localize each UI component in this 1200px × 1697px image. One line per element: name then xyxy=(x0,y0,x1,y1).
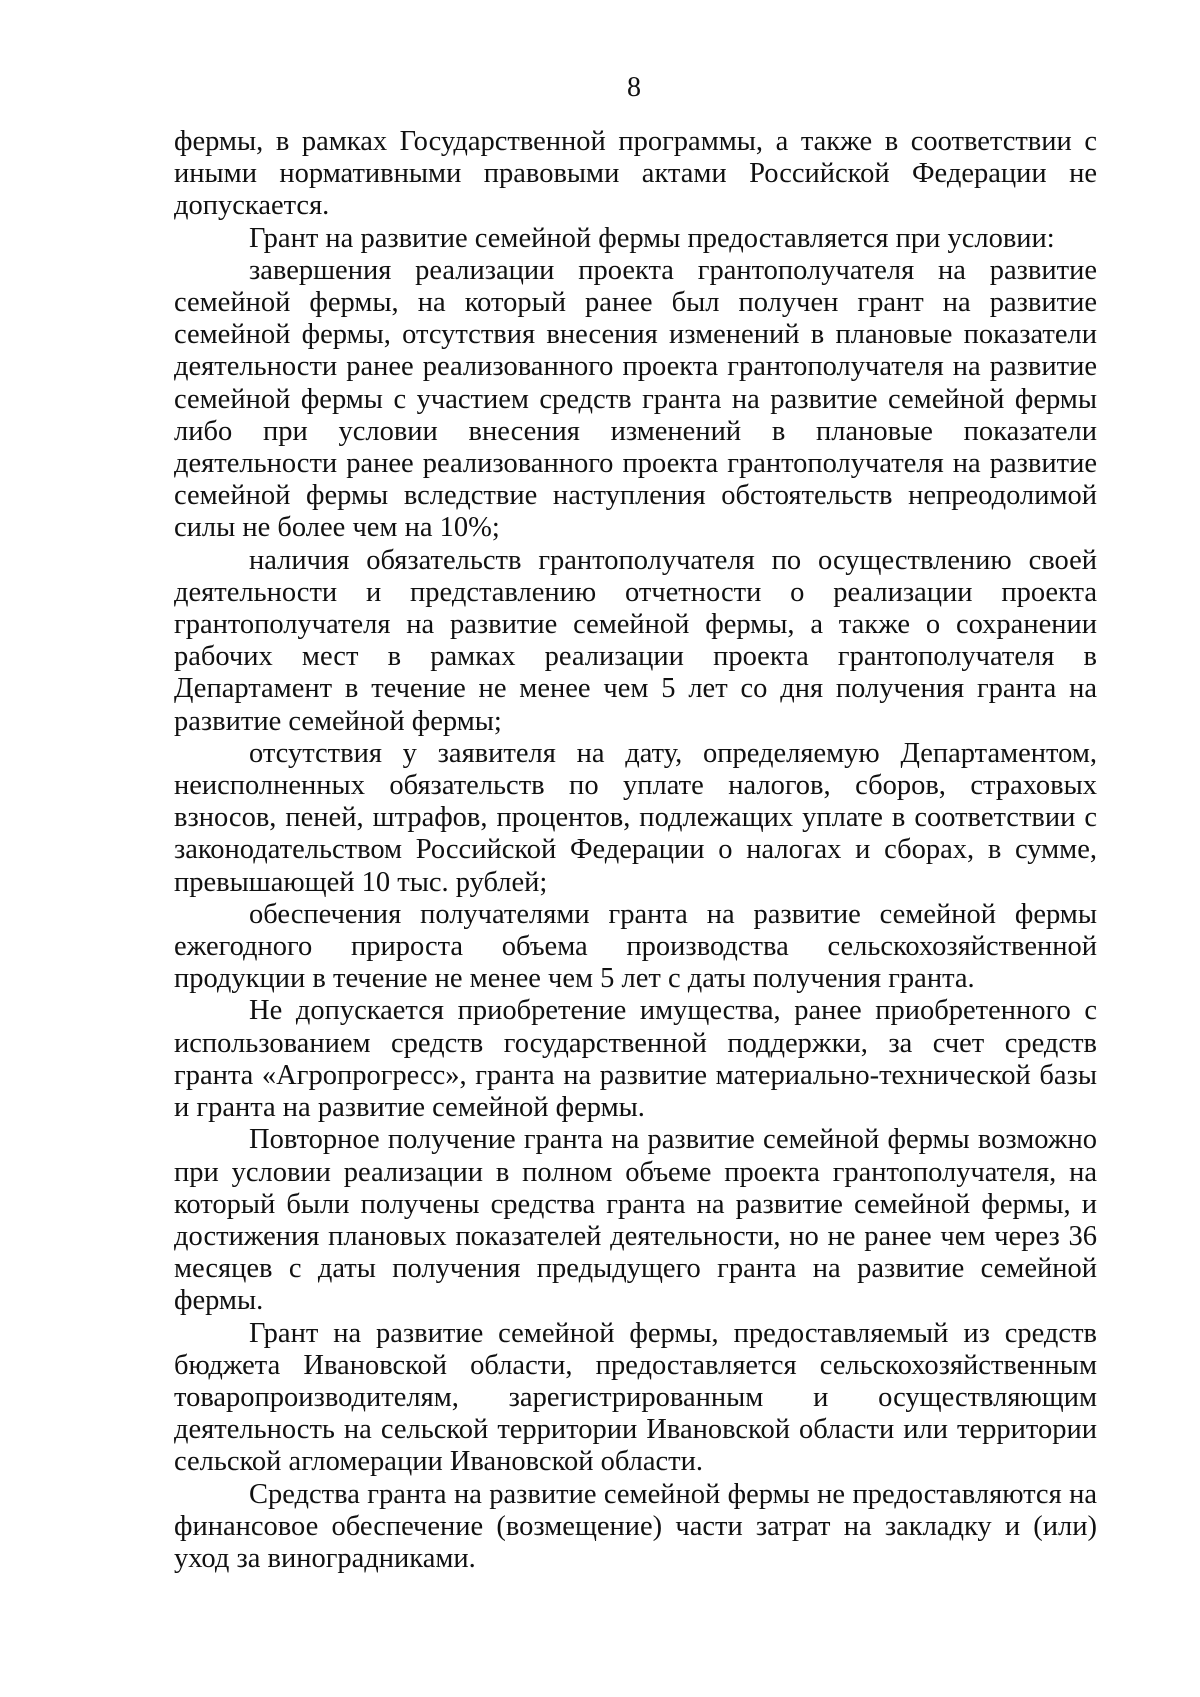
document-body xyxy=(174,126,1097,1575)
paragraph-vineyard-exclusion: Средства гранта на развитие семейной фермы не предоставляются на финансовое обеспечение (возмещение) части затрат на закладку и (или) уход за виноградниками. xyxy=(174,1478,1097,1574)
paragraph-condition-project-completion: завершения реализации проекта грантополучателя на развитие семейной фермы, на который ранее был получен грант на развитие семейной фермы, отсутствия внесения изменений в плановые показатели деятельности ранее реализованного проекта грантополучателя на развитие семейной фермы с участием средств гранта на развитие семейной фермы либо при условии внесения изменений в плановые показатели деятельности ранее реализованного проекта грантополучателя на развитие семейной фермы вследствие наступления обстоятельств непреодолимой силы не более чем на 10%; xyxy=(174,254,1097,544)
paragraph-condition-production-growth: обеспечения получателями гранта на развитие семейной фермы ежегодного прироста объема производства сельскохозяйственной продукции в течение не менее чем 5 лет с даты получения гранта. xyxy=(174,898,1097,995)
page-number: 8 xyxy=(627,72,641,103)
paragraph-grant-conditions-intro: Грант на развитие семейной фермы предоставляется при условии: xyxy=(249,222,1055,254)
paragraph-condition-no-tax-debt: отсутствия у заявителя на дату, определяемую Департаментом, неисполненных обязательств по уплате налогов, сборов, страховых взносов, пеней, штрафов, процентов, подлежащих уплате в соответствии с законодательством Российской Федерации о налогах и сборах, в сумме, превышающей 10 тыс. рублей; xyxy=(174,737,1097,898)
paragraph-condition-reporting-obligations: наличия обязательств грантополучателя по осуществлению своей деятельности и представлению отчетности о реализации проекта грантополучателя на развитие семейной фермы, а также о сохранении рабочих мест в рамках реализации проекта грантополучателя в Департамент в течение не менее чем 5 лет со дня получения гранта на развитие семейной фермы; xyxy=(174,544,1097,737)
paragraph-property-acquisition-ban: Не допускается приобретение имущества, ранее приобретенного с использованием средств государственной поддержки, за счет средств гранта «Агропрогресс», гранта на развитие материально-технической базы и гранта на развитие семейной фермы. xyxy=(174,995,1097,1124)
paragraph-continuation: фермы, в рамках Государственной программы, а также в соответствии с иными нормативными правовыми актами Российской Федерации не допускается. xyxy=(174,126,1097,222)
paragraph-eligible-recipients: Грант на развитие семейной фермы, предоставляемый из средств бюджета Ивановской области, предоставляется сельскохозяйственным товаропроизводителям, зарегистрированным и осуществляющим деятельность на сельской территории Ивановской области или территории сельской агломерации Ивановской области. xyxy=(174,1317,1097,1478)
paragraph-repeat-grant: Повторное получение гранта на развитие семейной фермы возможно при условии реализации в полном объеме проекта грантополучателя, на который были получены средства гранта на развитие семейной фермы, и достижения плановых показателей деятельности, но не ранее чем через 36 месяцев с даты получения предыдущего гранта на развитие семейной фермы. xyxy=(174,1124,1097,1317)
